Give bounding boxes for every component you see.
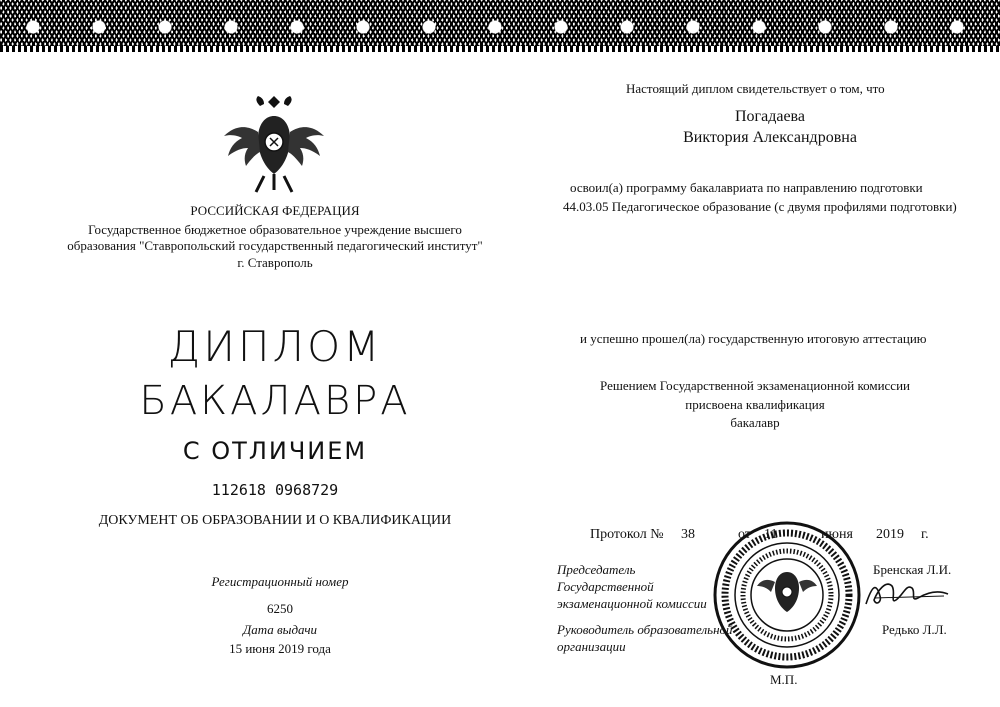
city: г. Ставрополь bbox=[237, 255, 313, 270]
protocol-year: 2019 bbox=[876, 527, 904, 542]
certify-intro: Настоящий диплом свидетельствует о том, что bbox=[626, 81, 885, 96]
institution-line-2: образования "Ставропольский государственный педагогический институт" bbox=[67, 238, 483, 253]
issue-date: 15 июня 2019 года bbox=[229, 641, 331, 656]
diploma-title-line-1: ДИПЛОМ bbox=[167, 322, 383, 371]
decorative-security-band bbox=[0, 0, 1000, 52]
qualification: бакалавр bbox=[730, 415, 780, 430]
decision-line-1: Решением Государственной экзаменационной комиссии bbox=[600, 378, 910, 393]
program-line-2: 44.03.05 Педагогическое образование (с двумя профилями подготовки) bbox=[563, 199, 957, 214]
diploma-title-line-2: БАКАЛАВРА bbox=[139, 378, 411, 424]
protocol-from: от bbox=[738, 527, 751, 542]
issue-date-label: Дата выдачи bbox=[242, 622, 318, 637]
chair-title-line-2: Государственной bbox=[557, 579, 654, 594]
diploma-serial-number: 112618 0968729 bbox=[211, 481, 339, 499]
protocol-day: 11 bbox=[764, 527, 778, 542]
chair-title-line-1: Председатель bbox=[557, 562, 636, 577]
honors-label: С ОТЛИЧИЕМ bbox=[182, 437, 368, 465]
official-seal-stamp bbox=[712, 520, 862, 670]
graduate-surname: Погадаева bbox=[734, 108, 805, 125]
head-title-line-1: Руководитель образовательной bbox=[557, 622, 733, 637]
protocol-label: Протокол № bbox=[590, 527, 664, 542]
registration-number: 6250 bbox=[267, 601, 293, 616]
decision-line-2: присвоена квалификация bbox=[685, 397, 825, 412]
chair-title-line-3: экзаменационной комиссии bbox=[557, 596, 707, 611]
protocol-year-suffix: г. bbox=[921, 527, 929, 542]
protocol-month: июня bbox=[821, 527, 853, 542]
country-name: РОССИЙСКАЯ ФЕДЕРАЦИЯ bbox=[190, 203, 360, 218]
registration-label: Регистрационный номер bbox=[211, 574, 349, 589]
head-title-line-2: организации bbox=[557, 639, 626, 654]
protocol-number: 38 bbox=[681, 527, 695, 542]
chair-name: Бренская Л.И. bbox=[873, 562, 952, 577]
handwritten-signature bbox=[860, 574, 960, 614]
institution-line-1: Государственное бюджетное образовательное учреждение высшего bbox=[88, 222, 462, 237]
coat-of-arms-emblem bbox=[220, 88, 328, 198]
head-name: Редько Л.Л. bbox=[882, 622, 947, 637]
program-line-1: освоил(а) программу бакалавриата по направлению подготовки bbox=[570, 180, 923, 195]
document-type: ДОКУМЕНТ ОБ ОБРАЗОВАНИИ И О КВАЛИФИКАЦИИ bbox=[98, 513, 452, 528]
attestation-text: и успешно прошел(ла) государственную итоговую аттестацию bbox=[580, 331, 927, 346]
stamp-place-mark: М.П. bbox=[770, 672, 798, 687]
graduate-given-names: Виктория Александровна bbox=[683, 129, 857, 146]
